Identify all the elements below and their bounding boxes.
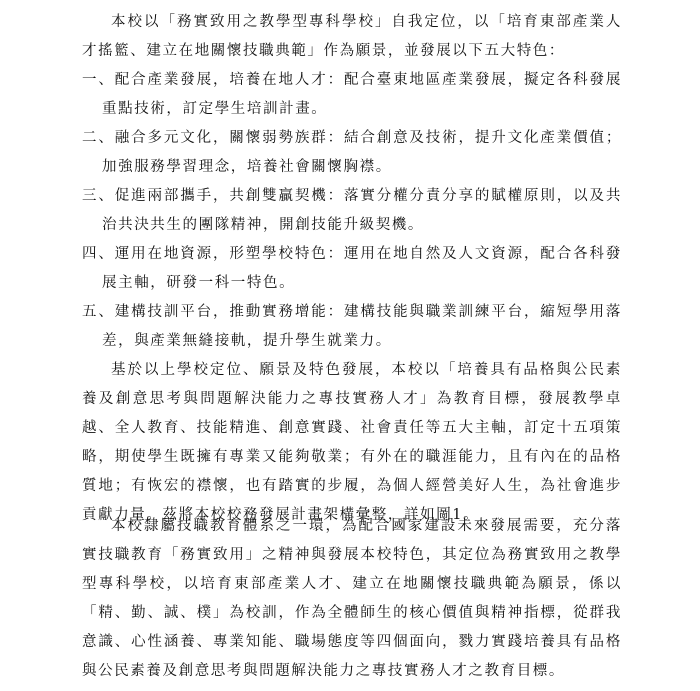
feature-item-1: 一、配合產業發展，培養在地人才：配合臺東地區產業發展，擬定各科發展重點技術，訂定學生培訓計畫。 [82,72,622,117]
feature-item-3: 三、促進兩部攜手，共創雙贏契機：落實分權分責分享的賦權原則，以及共治共決共生的團隊精神，開創技能升級契機。 [82,188,622,233]
feature-item-4: 四、運用在地資源，形塑學校特色：運用在地自然及人文資源，配合各科發展主軸，研發一科一特色。 [82,246,622,291]
feature-item-2: 二、融合多元文化，關懷弱勢族群：結合創意及技術，提升文化產業價值；加強服務學習理念，培養社會關懷胸襟。 [82,130,622,175]
system-paragraph: 本校隸屬技職教育體系之一環，為配合國家建設未來發展需要，充分落實技職教育「務實致用」之精神與發展本校特色，其定位為務實致用之教學型專科學校，以培育東部產業人才、建立在地關懷技職典範為願景，係以「精、勤、誠、樸」為校訓，作為全體師生的核心價值與精神指標，從群我意識、心性涵養、專業知能、職場態度等四個面向，戮力實踐培養具有品格與公民素養及創意思考與問題解決能力之專技實務人才之教育目標。 [82,518,622,679]
feature-item-5: 五、建構技訓平台，推動實務增能：建構技能與職業訓練平台，縮短學用落差，與產業無縫接軌，提升學生就業力。 [82,304,622,349]
intro-paragraph: 本校以「務實致用之教學型專科學校」自我定位，以「培育東部產業人才搖籃、建立在地關懷技職典範」作為願景，並發展以下五大特色： [82,14,622,59]
goals-paragraph: 基於以上學校定位、願景及特色發展，本校以「培養具有品格與公民素養及創意思考與問題解決能力之專技實務人才」為教育目標，發展教學卓越、全人教育、技能精進、創意實踐、社會責任等五大主軸，訂定十五項策略，期使學生既擁有專業又能夠敬業；有外在的職涯能力，且有內在的品格質地；有恢宏的襟懷，也有踏實的步履，為個人經營美好人生，為社會進步貢獻力量。茲將本校校務發展計畫架構彙整，詳如圖1。 [82,362,622,523]
